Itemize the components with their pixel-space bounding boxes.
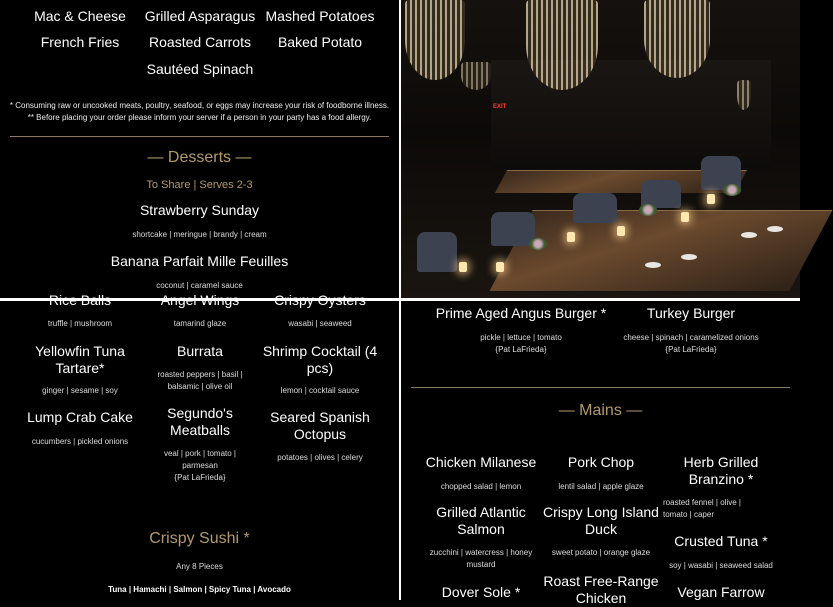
- starter-item: Segundo's Meatballs: [167, 405, 233, 438]
- starter-description: cucumbers | pickled onions: [31, 437, 129, 446]
- crispy-sushi-list: Tuna | Hamachi | Salmon | Spicy Tuna | Avocado: [108, 585, 291, 594]
- main-item: Dover Sole *: [441, 584, 521, 600]
- burger-description: pickle | lettuce | tomato: [480, 333, 562, 342]
- desserts-title: — Desserts —: [147, 149, 252, 166]
- restaurant-interior-photo: [401, 0, 800, 298]
- dessert-description: coconut | caramel sauce: [156, 281, 243, 290]
- side-item: Grilled Asparagus: [144, 8, 256, 24]
- starter-description: roasted peppers | basil | balsamic | olive oil: [157, 370, 243, 391]
- dining-table: [489, 210, 832, 291]
- side-item: Mashed Potatoes: [265, 8, 375, 24]
- burger-description: cheese | spinach | caramelized onions: [623, 333, 759, 342]
- side-item: Roasted Carrots: [149, 34, 251, 50]
- starter-item: Shrimp Cocktail (4 pcs): [262, 343, 378, 376]
- side-item: French Fries: [40, 34, 120, 50]
- starter-item: Yellowfin Tuna Tartare*: [35, 343, 125, 376]
- main-item: Roast Free-Range Chicken: [543, 573, 659, 606]
- main-item: Pork Chop: [567, 454, 635, 470]
- flower-arrangement: [639, 204, 657, 216]
- burger-item: Turkey Burger: [646, 305, 736, 321]
- burger-source: {Pat LaFrieda}: [665, 345, 717, 354]
- dessert-description: shortcake | meringue | brandy | cream: [132, 230, 267, 239]
- chair: [417, 232, 457, 272]
- main-item: Crispy Long Island Duck: [543, 504, 659, 537]
- main-item: Crusted Tuna *: [674, 533, 768, 549]
- menu-sides-desserts-panel: [0, 0, 399, 298]
- menu-mains-panel: [401, 301, 800, 606]
- candle: [459, 262, 467, 272]
- mains-title: — Mains —: [558, 402, 643, 419]
- candle: [617, 226, 625, 236]
- exit-sign: EXIT: [493, 104, 507, 110]
- section-divider: [411, 387, 790, 388]
- starter-description: lemon | cocktail sauce: [280, 386, 360, 395]
- starter-description: ginger | sesame | soy: [42, 386, 118, 395]
- allergy-note: ** Before placing your order please inform your server if a person in your party has a food allergy.: [27, 113, 372, 122]
- plate: [645, 262, 661, 268]
- plate: [681, 254, 697, 260]
- plate: [741, 232, 757, 238]
- flower-arrangement: [723, 184, 741, 196]
- burger-item: Prime Aged Angus Burger *: [435, 305, 607, 321]
- main-item: Grilled Atlantic Salmon: [436, 504, 526, 537]
- collage-divider-horizontal: [0, 298, 800, 301]
- foodborne-illness-note: * Consuming raw or uncooked meats, poultry, seafood, or eggs may increase your risk of foodborne illness.: [9, 101, 390, 110]
- dessert-item: Banana Parfait Mille Feuilles: [110, 253, 289, 269]
- plate: [767, 226, 783, 232]
- starter-description: wasabi | seaweed: [288, 319, 352, 328]
- menu-starters-panel: [0, 301, 399, 600]
- back-wall: [491, 60, 771, 170]
- chandelier: [461, 62, 491, 90]
- side-item: Baked Potato: [277, 34, 363, 50]
- chandelier: [526, 0, 598, 90]
- wall-sconce: [737, 80, 751, 110]
- main-description: sweet potato | orange glaze: [551, 548, 651, 557]
- starter-description: veal | pork | tomato | parmesan: [163, 449, 237, 470]
- candle: [681, 212, 689, 222]
- crispy-sushi-subtitle: Any 8 Pieces: [176, 562, 223, 571]
- main-description: chopped salad | lemon: [440, 482, 522, 491]
- chair: [491, 212, 535, 246]
- main-item: Vegan Farrow: [677, 584, 765, 600]
- side-item: Mac & Cheese: [34, 8, 126, 24]
- main-description: soy | wasabi | seaweed salad: [669, 561, 773, 570]
- candle: [496, 262, 504, 272]
- candle: [707, 194, 715, 204]
- flower-arrangement: [529, 238, 547, 250]
- chandelier: [405, 0, 465, 80]
- starter-item: Seared Spanish Octopus: [270, 409, 370, 442]
- side-item: Sautéed Spinach: [146, 61, 254, 77]
- starter-description: truffle | mushroom: [47, 319, 113, 328]
- starter-description: potatoes | olives | celery: [277, 453, 363, 462]
- starter-item: Lump Crab Cake: [27, 409, 133, 425]
- main-item: Herb Grilled Branzino *: [683, 454, 759, 487]
- candle: [567, 232, 575, 242]
- main-description: zucchini | watercress | honey mustard: [429, 548, 533, 569]
- dessert-item: Strawberry Sunday: [139, 202, 260, 218]
- burger-source: {Pat LaFrieda}: [495, 345, 547, 354]
- main-description: lentil salad | apple glaze: [558, 482, 644, 491]
- starter-item: Burrata: [177, 343, 223, 359]
- crispy-sushi-title: Crispy Sushi *: [149, 530, 250, 547]
- starter-description: tamarind glaze: [173, 319, 227, 328]
- desserts-subtitle: To Share | Serves 2-3: [146, 179, 253, 191]
- section-divider: [10, 136, 389, 137]
- chandelier: [644, 0, 710, 78]
- main-item: Chicken Milanese: [425, 454, 537, 470]
- chair: [573, 193, 617, 223]
- starter-source: {Pat LaFrieda}: [174, 473, 226, 482]
- main-description: roasted fennel | olive | tomato | caper: [663, 498, 741, 519]
